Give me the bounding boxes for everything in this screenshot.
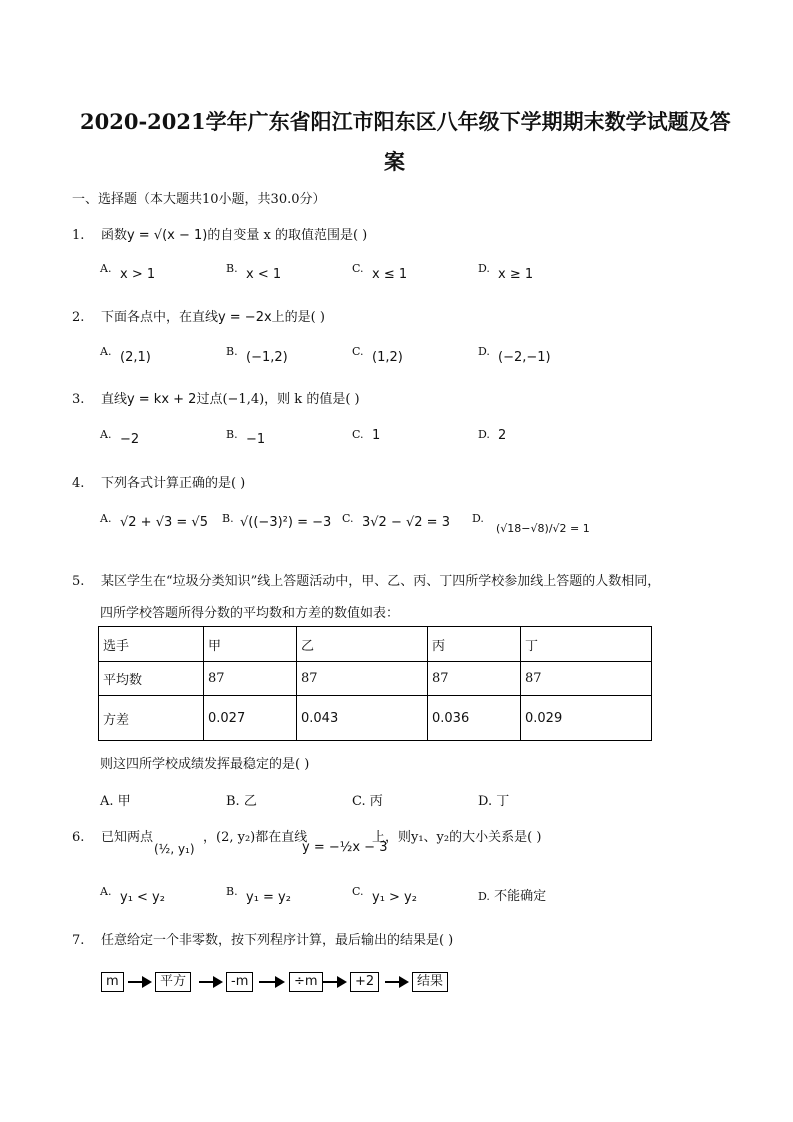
option-value: 丙	[369, 794, 383, 809]
option-value: 乙	[243, 794, 257, 809]
option-c: 1	[372, 428, 381, 443]
arrow-icon	[199, 981, 221, 983]
table-cell: 平均数	[99, 662, 204, 696]
table-cell: 87	[297, 662, 428, 696]
option-label: A.	[100, 794, 114, 809]
option-label: C.	[342, 512, 354, 525]
question-number: 2.	[72, 310, 85, 325]
option-label: D.	[472, 512, 484, 525]
option-label: D.	[478, 345, 490, 358]
table-row	[99, 627, 652, 662]
question-text: 的自变量 x 的取值范围是( )	[207, 228, 368, 243]
question-text: ，(2, y₂)都在直线	[203, 830, 308, 845]
option-label: B.	[226, 794, 240, 809]
option-label: A.	[100, 262, 112, 275]
option-label: D.	[478, 890, 490, 903]
question-text: 则这四所学校成绩发挥最稳定的是( )	[100, 757, 310, 772]
option-a: x > 1	[120, 267, 156, 282]
question-6	[72, 826, 153, 845]
question-number: 1.	[72, 228, 85, 243]
question-3	[72, 388, 360, 407]
table-cell: 乙	[297, 627, 428, 662]
arrow-icon	[259, 981, 283, 983]
option-label: B.	[226, 262, 238, 275]
table-row	[99, 696, 652, 741]
option-c: y₁ > y₂	[372, 890, 417, 905]
arrow-icon	[323, 981, 345, 983]
option-a: −2	[120, 432, 140, 447]
question-text: 上，则y₁、y₂的大小关系是( )	[372, 830, 542, 845]
table-cell: 选手	[99, 627, 204, 662]
option-d: x ≥ 1	[498, 267, 534, 282]
math-expression: y = kx + 2	[126, 392, 197, 407]
option-label: C.	[352, 345, 364, 358]
option-c	[352, 790, 383, 809]
question-text: 下列各式计算正确的是( )	[100, 476, 246, 491]
question-text: 直线	[100, 392, 127, 407]
flow-box-plus-2: +2	[350, 972, 379, 992]
flow-box-m: m	[101, 972, 124, 992]
table-cell: 0.036	[428, 696, 521, 741]
option-d	[478, 885, 546, 904]
option-value: 甲	[117, 794, 131, 809]
option-value: 不能确定	[494, 889, 547, 904]
math-expression: y = −2x	[217, 310, 272, 325]
option-a: y₁ < y₂	[120, 890, 165, 905]
option-label: A.	[100, 428, 112, 441]
arrow-icon	[385, 981, 407, 983]
arrow-icon	[128, 981, 150, 983]
option-label: B.	[222, 512, 234, 525]
table-cell: 0.027	[204, 696, 297, 741]
option-label: A.	[100, 512, 112, 525]
question-7	[72, 929, 453, 948]
table-cell: 方差	[99, 696, 204, 741]
table-cell: 0.043	[297, 696, 428, 741]
score-table	[98, 626, 652, 741]
option-a: (2,1)	[120, 350, 151, 365]
question-number: 7.	[72, 933, 85, 948]
table-cell: 丁	[521, 627, 652, 662]
option-b: (−1,2)	[246, 350, 288, 365]
option-label: D.	[478, 794, 493, 809]
option-c: x ≤ 1	[372, 267, 408, 282]
question-text: 任意给定一个非零数，按下列程序计算，最后输出的结果是( )	[100, 933, 454, 948]
question-text: 过点(−1,4)，则 k 的值是( )	[196, 392, 360, 407]
flow-box-result: 结果	[412, 972, 448, 992]
option-label: C.	[352, 428, 364, 441]
math-expression: y = −½x − 3	[302, 840, 388, 855]
question-text: 函数	[100, 228, 127, 243]
title-line-2: 案	[384, 149, 405, 174]
option-b	[226, 790, 257, 809]
table-cell: 87	[204, 662, 297, 696]
question-number: 4.	[72, 476, 85, 491]
flow-box-divide-m: ÷m	[289, 972, 323, 992]
option-label: B.	[226, 345, 238, 358]
option-label: A.	[100, 885, 112, 898]
option-b: y₁ = y₂	[246, 890, 291, 905]
table-row	[99, 662, 652, 696]
table-cell: 甲	[204, 627, 297, 662]
option-c: (1,2)	[372, 350, 403, 365]
question-text: 上的是( )	[271, 310, 325, 325]
option-label: D.	[478, 428, 490, 441]
option-label: C.	[352, 794, 366, 809]
question-number: 6.	[72, 830, 85, 845]
option-d: (√18−√8)/√2 = 1	[496, 522, 590, 535]
option-d: (−2,−1)	[498, 350, 551, 365]
table-cell: 87	[428, 662, 521, 696]
table-cell: 0.029	[521, 696, 652, 741]
question-text: 四所学校答题所得分数的平均数和方差的数值如表：	[100, 606, 400, 621]
table-cell: 丙	[428, 627, 521, 662]
option-d	[478, 790, 509, 809]
question-2	[72, 306, 325, 325]
question-1	[72, 224, 367, 243]
flow-box-square: 平方	[155, 972, 191, 992]
option-label: A.	[100, 345, 112, 358]
option-b: x < 1	[246, 267, 282, 282]
question-number: 3.	[72, 392, 85, 407]
option-label: D.	[478, 262, 490, 275]
option-a: √2 + √3 = √5	[120, 515, 208, 530]
title-line-1: 2020-2021学年广东省阳江市阳东区八年级下学期期末数学试题及答	[80, 109, 731, 134]
math-expression: y = √(x − 1)	[126, 228, 208, 243]
option-label: C.	[352, 262, 364, 275]
option-value: 丁	[496, 794, 510, 809]
option-label: B.	[226, 428, 238, 441]
math-expression: (½, y₁)	[154, 842, 195, 856]
table-cell: 87	[521, 662, 652, 696]
option-b: √((−3)²) = −3	[240, 515, 332, 530]
section-heading: 一、选择题（本大题共10小题，共30.0分）	[72, 192, 326, 207]
flow-box-minus-m: -m	[226, 972, 253, 992]
option-label: B.	[226, 885, 238, 898]
question-4	[72, 472, 245, 491]
option-a	[100, 790, 131, 809]
option-label: C.	[352, 885, 364, 898]
question-text: 已知两点	[100, 830, 153, 845]
question-number: 5.	[72, 574, 85, 589]
option-c: 3√2 − √2 = 3	[362, 515, 450, 530]
question-5	[72, 570, 660, 589]
question-text: 某区学生在“垃圾分类知识”线上答题活动中，甲、乙、丙、丁四所学校参加线上答题的人数相同，	[100, 574, 661, 589]
question-text: 下面各点中，在直线	[100, 310, 218, 325]
option-b: −1	[246, 432, 266, 447]
option-d: 2	[498, 428, 507, 443]
